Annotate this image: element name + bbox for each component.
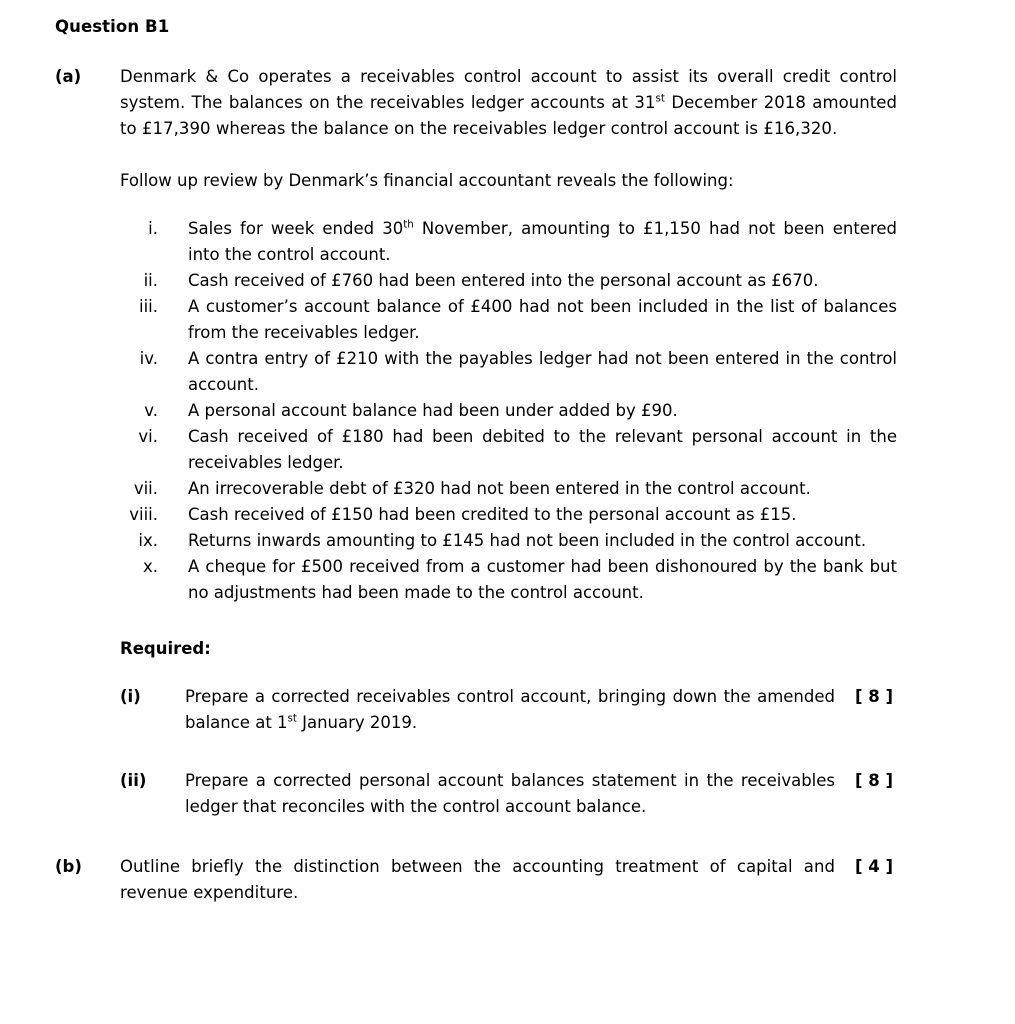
list-item bbox=[120, 294, 897, 346]
list-item-numeral: ix. bbox=[138, 531, 158, 550]
part-a-intro-text-2: December 2018 amounted to £17,390 whereas the balance on the receivables ledger control account is £16,320. bbox=[120, 93, 897, 138]
list-item-text-part-2: November, amounting to £1,150 had not been entered into the control account. bbox=[188, 219, 897, 264]
list-item bbox=[120, 528, 897, 554]
list-item-numeral: iii. bbox=[139, 297, 158, 316]
list-item bbox=[120, 268, 897, 294]
list-item bbox=[120, 216, 897, 268]
list-item-text: Cash received of £760 had been entered into the personal account as £670. bbox=[188, 271, 819, 290]
requirement-ii-label: (ii) bbox=[120, 771, 147, 790]
list-item-numeral: i. bbox=[148, 219, 158, 238]
part-a-block bbox=[55, 64, 897, 820]
spacer bbox=[120, 736, 897, 768]
adjustments-list bbox=[120, 216, 897, 606]
part-b-block bbox=[55, 854, 897, 906]
list-item-text: A personal account balance had been under added by £90. bbox=[188, 401, 678, 420]
requirement-ii-marks: [ 8 ] bbox=[855, 771, 894, 790]
list-item-text: Returns inwards amounting to £145 had not been included in the control account. bbox=[188, 531, 867, 550]
requirement-ii-text: Prepare a corrected personal account balances statement in the receivables ledger that reconciles with the control account balance. bbox=[185, 771, 835, 816]
list-item bbox=[120, 424, 897, 476]
part-a-intro-text-1: Denmark & Co operates a receivables control account to assist its overall credit control system. The balances on the receivables ledger accounts at 31 bbox=[120, 67, 897, 112]
follow-up-paragraph: Follow up review by Denmark’s financial accountant reveals the following: bbox=[120, 171, 734, 190]
list-item-text: A contra entry of £210 with the payables ledger had not been entered in the control account. bbox=[188, 349, 897, 394]
requirement-i-body bbox=[185, 684, 835, 736]
required-heading: Required: bbox=[120, 639, 211, 658]
list-item-numeral: x. bbox=[142, 557, 158, 576]
part-b-label: (b) bbox=[55, 857, 82, 876]
list-item-numeral: vii. bbox=[133, 479, 158, 498]
part-b-body bbox=[120, 854, 835, 906]
list-item-numeral: vi. bbox=[138, 427, 158, 446]
requirement-i-text-part-2: January 2019. bbox=[296, 713, 418, 732]
spacer bbox=[120, 606, 897, 636]
list-item-numeral: viii. bbox=[129, 505, 158, 524]
list-item-text: A customer’s account balance of £400 had not been included in the list of balances from the receivables ledger. bbox=[188, 297, 897, 342]
list-item-text: A cheque for £500 received from a customer had been dishonoured by the bank but no adjustments had been made to the control account. bbox=[188, 557, 897, 602]
document-content bbox=[55, 14, 897, 906]
list-item-numeral: ii. bbox=[143, 271, 158, 290]
list-item bbox=[120, 398, 897, 424]
list-item-text-part-1: Sales for week ended 30 bbox=[188, 219, 404, 238]
spacer bbox=[120, 662, 897, 684]
requirement-i-text bbox=[185, 684, 835, 736]
list-item-numeral: iv. bbox=[139, 349, 158, 368]
spacer bbox=[120, 194, 897, 216]
part-a-body bbox=[120, 64, 897, 820]
spacer bbox=[120, 142, 897, 168]
ordinal-suffix-31st: st bbox=[655, 93, 665, 105]
requirement-ii-body bbox=[185, 768, 835, 820]
list-item bbox=[120, 502, 897, 528]
spacer bbox=[55, 820, 897, 854]
requirement-i-text-part-1: Prepare a corrected receivables control account, bringing down the amended balance at 1 bbox=[185, 687, 835, 732]
list-item-text: An irrecoverable debt of £320 had not been entered in the control account. bbox=[188, 479, 811, 498]
list-item-text: Cash received of £180 had been debited to the relevant personal account in the receivables ledger. bbox=[188, 427, 897, 472]
list-item bbox=[120, 476, 897, 502]
part-b-marks: [ 4 ] bbox=[855, 857, 894, 876]
ordinal-suffix-30th: th bbox=[403, 219, 414, 231]
list-item-numeral: v. bbox=[144, 401, 158, 420]
requirement-i-row bbox=[120, 684, 897, 736]
part-a-intro-paragraph bbox=[120, 64, 897, 142]
part-b-text: Outline briefly the distinction between the accounting treatment of capital and revenue expenditure. bbox=[120, 857, 835, 902]
list-item-text bbox=[188, 216, 897, 268]
requirement-ii-row bbox=[120, 768, 897, 820]
list-item bbox=[120, 346, 897, 398]
page-title: Question B1 bbox=[55, 17, 170, 36]
ordinal-suffix-1st: st bbox=[287, 713, 297, 725]
requirement-i-marks: [ 8 ] bbox=[855, 687, 894, 706]
list-item bbox=[120, 554, 897, 606]
part-a-label: (a) bbox=[55, 67, 82, 86]
requirement-i-label: (i) bbox=[120, 687, 141, 706]
list-item-text: Cash received of £150 had been credited to the personal account as £15. bbox=[188, 505, 797, 524]
